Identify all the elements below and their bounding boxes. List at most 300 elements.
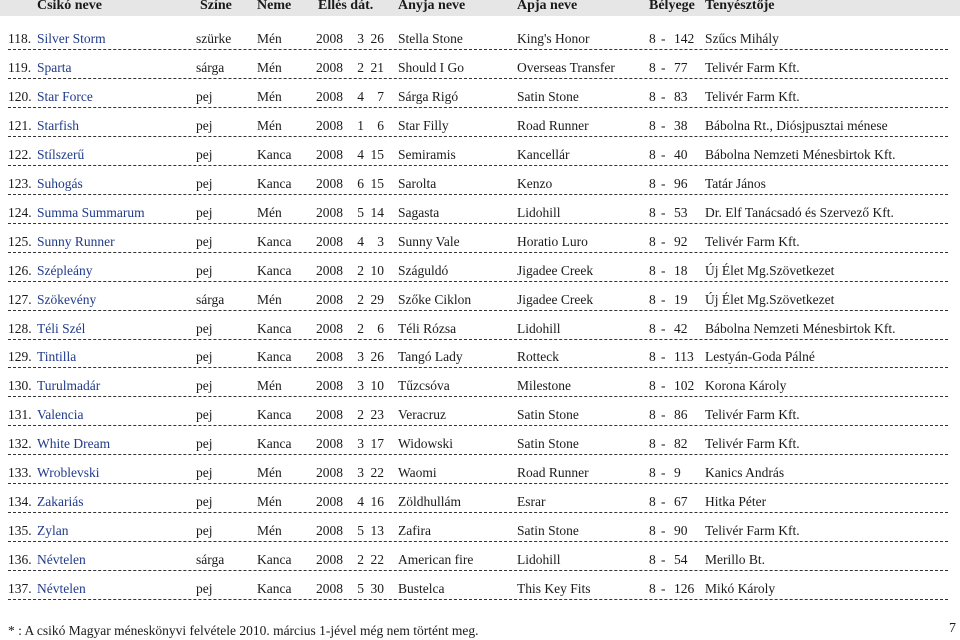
foal-sex: Kanca: [257, 175, 292, 191]
foal-sex: Mén: [257, 117, 282, 133]
brand-separator: -: [661, 233, 666, 249]
brand-prefix: 8: [649, 117, 656, 133]
father-name: Horatio Luro: [517, 233, 588, 249]
brand-separator: -: [661, 59, 666, 75]
table-row: [0, 348, 960, 377]
birth-year: 2008: [316, 117, 343, 133]
foal-name: Sparta: [37, 59, 72, 75]
brand-prefix: 8: [649, 494, 656, 510]
brand-prefix: 8: [649, 523, 656, 539]
father-name: Kenzo: [517, 175, 553, 191]
breeder-name: Bábolna Nemzeti Ménesbirtok Kft.: [705, 146, 896, 162]
foal-color: pej: [196, 581, 213, 597]
table-row: [0, 233, 960, 262]
row-number: 123.: [8, 175, 32, 191]
brand-separator: -: [661, 146, 666, 162]
footnote: * : A csikó Magyar méneskönyvi felvétele 2010. március 1-jével még nem történt meg.: [8, 623, 479, 638]
table-row: [0, 88, 960, 117]
birth-day: 29: [370, 291, 384, 307]
foal-color: pej: [196, 436, 213, 452]
foal-sex: Mén: [257, 523, 282, 539]
row-dashed-rule: [8, 223, 948, 224]
brand-prefix: 8: [649, 59, 656, 75]
father-name: Overseas Transfer: [517, 59, 615, 75]
brand-number: 53: [674, 204, 688, 220]
breeder-name: Új Élet Mg.Szövetkezet: [705, 262, 835, 278]
foal-color: sárga: [196, 291, 225, 307]
birth-day: 14: [370, 204, 384, 220]
breeder-name: Kanics András: [705, 465, 785, 481]
mother-name: Bustelca: [398, 581, 445, 597]
brand-prefix: 8: [649, 349, 656, 365]
foal-name: Szépleány: [37, 262, 93, 278]
birth-month: 5: [357, 523, 364, 539]
foal-name: White Dream: [37, 436, 111, 452]
father-name: Milestone: [517, 378, 571, 394]
brand-separator: -: [661, 117, 666, 133]
brand-separator: -: [661, 88, 666, 104]
birth-day: 21: [370, 59, 384, 75]
birth-year: 2008: [316, 88, 343, 104]
table-row: [0, 59, 960, 88]
father-name: Lidohill: [517, 552, 561, 568]
birth-day: 23: [370, 407, 384, 423]
foal-color: pej: [196, 465, 213, 481]
mother-name: Stella Stone: [398, 31, 463, 46]
brand-number: 90: [674, 523, 688, 539]
foal-name: Turulmadár: [37, 378, 101, 394]
foal-color: pej: [196, 262, 213, 278]
foal-sex: Mén: [257, 291, 282, 307]
brand-separator: -: [661, 349, 666, 365]
foal-sex: Kanca: [257, 349, 292, 365]
father-name: Road Runner: [517, 465, 589, 481]
brand-separator: -: [661, 523, 666, 539]
birth-month: 2: [357, 320, 364, 336]
brand-number: 9: [674, 465, 681, 481]
brand-prefix: 8: [649, 436, 656, 452]
brand-prefix: 8: [649, 581, 656, 597]
foal-sex: Mén: [257, 88, 282, 104]
breeder-name: Hitka Péter: [705, 494, 767, 510]
row-number: 126.: [8, 262, 32, 278]
table-row: [0, 464, 960, 493]
birth-day: 7: [377, 88, 384, 104]
foal-color: szürke: [196, 31, 232, 46]
brand-separator: -: [661, 204, 666, 220]
foal-color: pej: [196, 523, 213, 539]
brand-number: 67: [674, 494, 688, 510]
birth-day: 15: [370, 146, 384, 162]
birth-month: 2: [357, 262, 364, 278]
breeder-name: Telivér Farm Kft.: [705, 523, 800, 539]
brand-number: 54: [674, 552, 688, 568]
birth-year: 2008: [316, 262, 343, 278]
breeder-name: Telivér Farm Kft.: [705, 233, 800, 249]
birth-year: 2008: [316, 378, 343, 394]
breeder-name: Telivér Farm Kft.: [705, 436, 800, 452]
brand-separator: -: [661, 291, 666, 307]
foal-name: Summa Summarum: [37, 204, 145, 220]
brand-separator: -: [661, 552, 666, 568]
row-dashed-rule: [8, 107, 948, 108]
table-row: [0, 377, 960, 406]
foal-name: Suhogás: [37, 175, 83, 191]
brand-prefix: 8: [649, 465, 656, 481]
brand-prefix: 8: [649, 552, 656, 568]
foal-color: sárga: [196, 552, 225, 568]
row-dashed-rule: [8, 541, 948, 542]
brand-prefix: 8: [649, 175, 656, 191]
brand-number: 83: [674, 88, 688, 104]
birth-year: 2008: [316, 581, 343, 597]
brand-prefix: 8: [649, 146, 656, 162]
table-row: [0, 30, 960, 59]
table-row: [0, 146, 960, 175]
mother-name: Szőke Ciklon: [398, 291, 472, 307]
mother-name: Sárga Rigó: [398, 88, 459, 104]
foal-color: sárga: [196, 59, 225, 75]
foal-sex: Mén: [257, 378, 282, 394]
birth-day: 10: [370, 378, 384, 394]
row-dashed-rule: [8, 396, 948, 397]
foal-color: pej: [196, 407, 213, 423]
birth-year: 2008: [316, 494, 343, 510]
foal-sex: Kanca: [257, 552, 292, 568]
table-row: [0, 435, 960, 464]
brand-number: 19: [674, 291, 688, 307]
mother-name: Star Filly: [398, 117, 449, 133]
father-name: Satin Stone: [517, 407, 579, 423]
foal-name: Tintilla: [37, 349, 77, 365]
brand-prefix: 8: [649, 407, 656, 423]
table-row: [0, 551, 960, 580]
row-number: 129.: [8, 349, 32, 365]
brand-separator: -: [661, 175, 666, 191]
brand-number: 38: [674, 117, 688, 133]
row-dashed-rule: [8, 78, 948, 79]
foal-sex: Kanca: [257, 436, 292, 452]
header-name: Csikó neve: [37, 0, 102, 13]
brand-number: 77: [674, 59, 688, 75]
mother-name: Sunny Vale: [398, 233, 460, 249]
foal-sex: Kanca: [257, 407, 292, 423]
foal-sex: Kanca: [257, 581, 292, 597]
birth-day: 13: [370, 523, 384, 539]
row-number: 137.: [8, 581, 32, 597]
brand-separator: -: [661, 31, 666, 46]
foal-color: pej: [196, 146, 213, 162]
father-name: Rotteck: [517, 349, 559, 365]
birth-month: 3: [357, 465, 364, 481]
birth-month: 3: [357, 31, 364, 46]
table-row: [0, 291, 960, 320]
brand-separator: -: [661, 320, 666, 336]
birth-day: 22: [370, 552, 384, 568]
birth-month: 6: [357, 175, 364, 191]
brand-separator: -: [661, 581, 666, 597]
table-row: [0, 493, 960, 522]
row-dashed-rule: [8, 570, 948, 571]
header-color: Színe: [200, 0, 232, 13]
birth-year: 2008: [316, 291, 343, 307]
table-header-band: [0, 0, 960, 16]
brand-separator: -: [661, 436, 666, 452]
mother-name: Should I Go: [398, 59, 465, 75]
breeder-name: Bábolna Rt., Diósjpusztai ménese: [705, 117, 888, 133]
mother-name: Téli Rózsa: [398, 320, 457, 336]
birth-year: 2008: [316, 436, 343, 452]
table-row: [0, 175, 960, 204]
father-name: Satin Stone: [517, 88, 579, 104]
foal-color: pej: [196, 378, 213, 394]
birth-month: 2: [357, 291, 364, 307]
birth-month: 3: [357, 436, 364, 452]
row-dashed-rule: [8, 165, 948, 166]
table-row: [0, 262, 960, 291]
brand-number: 18: [674, 262, 688, 278]
father-name: Lidohill: [517, 320, 561, 336]
row-number: 135.: [8, 523, 32, 539]
table-row: [0, 522, 960, 551]
foal-name: Névtelen: [37, 581, 86, 597]
breeder-name: Szűcs Mihály: [705, 31, 779, 46]
row-number: 136.: [8, 552, 32, 568]
birth-month: 3: [357, 378, 364, 394]
foal-sex: Kanca: [257, 233, 292, 249]
foal-sex: Kanca: [257, 320, 292, 336]
birth-day: 6: [377, 320, 384, 336]
birth-year: 2008: [316, 204, 343, 220]
foal-color: pej: [196, 494, 213, 510]
row-dashed-rule: [8, 483, 948, 484]
foal-sex: Mén: [257, 59, 282, 75]
birth-year: 2008: [316, 465, 343, 481]
father-name: Esrar: [517, 494, 546, 510]
table-row: [0, 204, 960, 233]
father-name: King's Honor: [517, 31, 590, 46]
birth-day: 17: [370, 436, 384, 452]
foal-sex: Mén: [257, 465, 282, 481]
foal-name: Névtelen: [37, 552, 86, 568]
breeder-name: Új Élet Mg.Szövetkezet: [705, 291, 835, 307]
foal-name: Sunny Runner: [37, 233, 115, 249]
father-name: Satin Stone: [517, 523, 579, 539]
foal-sex: Kanca: [257, 146, 292, 162]
foal-name: Silver Storm: [37, 31, 106, 46]
birth-month: 4: [357, 233, 364, 249]
birth-month: 3: [357, 349, 364, 365]
brand-prefix: 8: [649, 88, 656, 104]
row-dashed-rule: [8, 136, 948, 137]
foal-name: Téli Szél: [37, 320, 86, 336]
father-name: This Key Fits: [517, 581, 591, 597]
header-mother: Anyja neve: [398, 0, 466, 13]
birth-month: 4: [357, 146, 364, 162]
brand-number: 96: [674, 175, 688, 191]
row-dashed-rule: [8, 454, 948, 455]
brand-number: 126: [674, 581, 695, 597]
foal-sex: Mén: [257, 31, 282, 46]
table-row: [0, 117, 960, 146]
birth-year: 2008: [316, 31, 343, 46]
row-number: 128.: [8, 320, 32, 336]
brand-prefix: 8: [649, 233, 656, 249]
mother-name: Zöldhullám: [398, 494, 461, 510]
brand-prefix: 8: [649, 320, 656, 336]
foal-name: Wroblevski: [37, 465, 100, 481]
mother-name: Semiramis: [398, 146, 456, 162]
birth-year: 2008: [316, 552, 343, 568]
birth-year: 2008: [316, 59, 343, 75]
mother-name: Száguldó: [398, 262, 449, 278]
row-dashed-rule: [8, 194, 948, 195]
foal-sex: Kanca: [257, 262, 292, 278]
birth-day: 10: [370, 262, 384, 278]
foal-name: Szökevény: [37, 291, 97, 307]
birth-day: 26: [370, 349, 384, 365]
birth-year: 2008: [316, 349, 343, 365]
foal-name: Star Force: [37, 88, 93, 104]
row-number: 119.: [8, 59, 32, 75]
brand-prefix: 8: [649, 262, 656, 278]
foal-color: pej: [196, 175, 213, 191]
birth-month: 5: [357, 581, 364, 597]
birth-year: 2008: [316, 146, 343, 162]
row-number: 134.: [8, 494, 32, 510]
brand-separator: -: [661, 465, 666, 481]
breeder-name: Telivér Farm Kft.: [705, 59, 800, 75]
birth-day: 26: [370, 31, 384, 46]
birth-year: 2008: [316, 523, 343, 539]
foal-name: Zylan: [37, 523, 69, 539]
brand-number: 82: [674, 436, 688, 452]
breeder-name: Dr. Elf Tanácsadó és Szervező Kft.: [705, 204, 894, 220]
birth-day: 30: [370, 581, 384, 597]
row-number: 132.: [8, 436, 32, 452]
mother-name: Zafira: [398, 523, 431, 539]
birth-month: 5: [357, 204, 364, 220]
breeder-name: Telivér Farm Kft.: [705, 407, 800, 423]
foal-color: pej: [196, 204, 213, 220]
row-number: 120.: [8, 88, 32, 104]
table-row: [0, 406, 960, 435]
birth-day: 3: [377, 233, 384, 249]
breeder-name: Telivér Farm Kft.: [705, 88, 800, 104]
brand-number: 102: [674, 378, 695, 394]
brand-separator: -: [661, 407, 666, 423]
foal-color: pej: [196, 88, 213, 104]
brand-prefix: 8: [649, 291, 656, 307]
birth-year: 2008: [316, 320, 343, 336]
row-number: 124.: [8, 204, 32, 220]
breeder-name: Tatár János: [705, 175, 766, 191]
brand-number: 142: [674, 31, 695, 46]
mother-name: Widowski: [398, 436, 453, 452]
foal-name: Stílszerű: [37, 146, 85, 162]
breeder-name: Merillo Bt.: [705, 552, 765, 568]
row-dashed-rule: [8, 512, 948, 513]
birth-month: 2: [357, 59, 364, 75]
header-father: Apja neve: [517, 0, 578, 13]
row-dashed-rule: [8, 252, 948, 253]
birth-month: 2: [357, 552, 364, 568]
foal-color: pej: [196, 320, 213, 336]
table-row: [0, 580, 960, 609]
foal-name: Zakariás: [37, 494, 84, 510]
birth-day: 6: [377, 117, 384, 133]
birth-month: 4: [357, 88, 364, 104]
foal-name: Valencia: [37, 407, 84, 423]
header-brand: Bélyege: [649, 0, 695, 13]
header-birth-date: Ellés dát.: [318, 0, 374, 13]
brand-number: 42: [674, 320, 688, 336]
breeder-name: Lestyán-Goda Pálné: [705, 349, 815, 365]
header-breeder: Tenyésztője: [705, 0, 775, 13]
row-number: 131.: [8, 407, 32, 423]
row-number: 130.: [8, 378, 32, 394]
foal-color: pej: [196, 349, 213, 365]
row-number: 133.: [8, 465, 32, 481]
foal-color: pej: [196, 233, 213, 249]
brand-number: 86: [674, 407, 688, 423]
row-dashed-rule: [8, 425, 948, 426]
mother-name: Tangó Lady: [398, 349, 463, 365]
brand-separator: -: [661, 378, 666, 394]
mother-name: Waomi: [398, 465, 437, 481]
brand-separator: -: [661, 262, 666, 278]
father-name: Lidohill: [517, 204, 561, 220]
father-name: Road Runner: [517, 117, 589, 133]
foal-color: pej: [196, 117, 213, 133]
brand-number: 113: [674, 349, 694, 365]
table-row: [0, 320, 960, 349]
row-dashed-rule: [8, 49, 948, 50]
father-name: Satin Stone: [517, 436, 579, 452]
row-number: 125.: [8, 233, 32, 249]
birth-day: 16: [370, 494, 384, 510]
brand-prefix: 8: [649, 204, 656, 220]
row-dashed-rule: [8, 367, 948, 368]
birth-year: 2008: [316, 175, 343, 191]
birth-day: 15: [370, 175, 384, 191]
row-dashed-rule: [8, 281, 948, 282]
birth-year: 2008: [316, 233, 343, 249]
mother-name: Sarolta: [398, 175, 437, 191]
father-name: Jigadee Creek: [517, 291, 594, 307]
brand-prefix: 8: [649, 31, 656, 46]
brand-number: 40: [674, 146, 688, 162]
row-dashed-rule: [8, 310, 948, 311]
birth-day: 22: [370, 465, 384, 481]
brand-separator: -: [661, 494, 666, 510]
header-sex: Neme: [257, 0, 292, 13]
birth-month: 2: [357, 407, 364, 423]
row-number: 127.: [8, 291, 32, 307]
row-number: 121.: [8, 117, 32, 133]
page-number: 7: [949, 621, 956, 636]
birth-month: 4: [357, 494, 364, 510]
row-number: 118.: [8, 31, 32, 46]
mother-name: Sagasta: [398, 204, 440, 220]
foal-name: Starfish: [37, 117, 79, 133]
breeder-name: Mikó Károly: [705, 581, 776, 597]
breeder-name: Bábolna Nemzeti Ménesbirtok Kft.: [705, 320, 896, 336]
foal-sex: Mén: [257, 204, 282, 220]
brand-prefix: 8: [649, 378, 656, 394]
father-name: Jigadee Creek: [517, 262, 594, 278]
birth-year: 2008: [316, 407, 343, 423]
